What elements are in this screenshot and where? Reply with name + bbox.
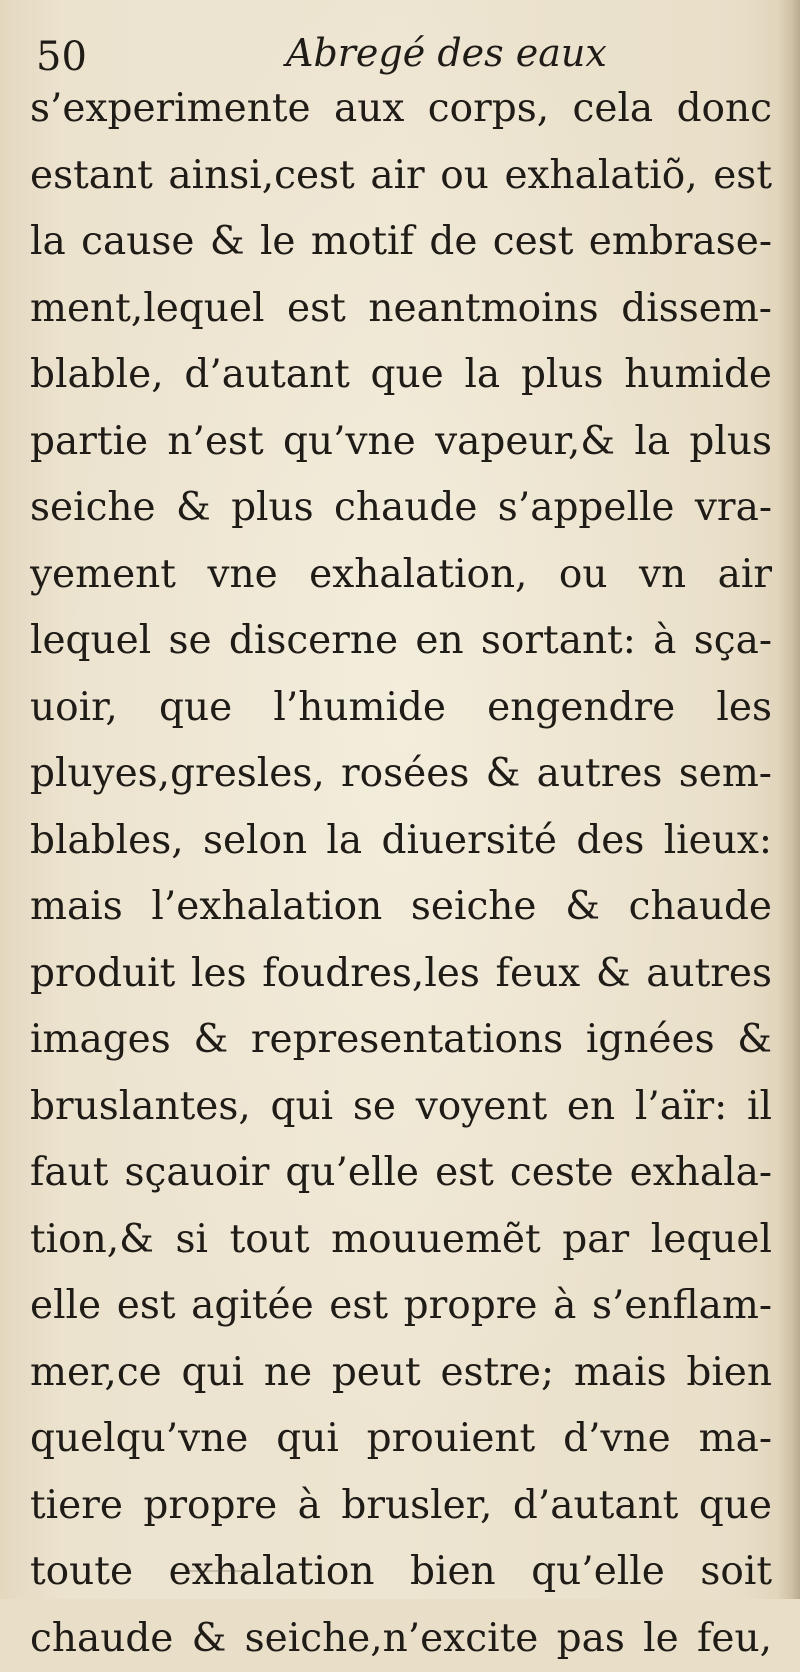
page-number: 50 bbox=[36, 32, 87, 82]
text-line: toute exhalation bien qu’elle soit bbox=[30, 1539, 772, 1606]
text-line: bruslantes, qui se voyent en l’aïr: il bbox=[30, 1074, 772, 1141]
text-line: blable, d’autant que la plus humide bbox=[30, 342, 772, 409]
text-line: la cause & le motif de cest embrase- bbox=[30, 209, 772, 276]
text-line: estant ainsi,cest air ou exhalatiõ, est bbox=[30, 143, 772, 210]
text-line: elle est agitée est propre à s’enflam- bbox=[30, 1273, 772, 1340]
page-edge bbox=[778, 0, 800, 1599]
text-line: uoir, que l’humide engendre les bbox=[30, 675, 772, 742]
text-line: images & representations ignées & bbox=[30, 1007, 772, 1074]
text-line: chaude & seiche,n’excite pas le feu, bbox=[30, 1606, 772, 1672]
text-line: lequel se discerne en sortant: à sça- bbox=[30, 608, 772, 675]
text-line: yement vne exhalation, ou vn air bbox=[30, 542, 772, 609]
page-smudge bbox=[190, 1570, 250, 1572]
text-line: quelqu’vne qui prouient d’vne ma- bbox=[30, 1406, 772, 1473]
text-line: tiere propre à brusler, d’autant que bbox=[30, 1473, 772, 1540]
text-line: pluyes,gresles, rosées & autres sem- bbox=[30, 741, 772, 808]
text-line: ment,lequel est neantmoins dissem- bbox=[30, 276, 772, 343]
text-line: mais l’exhalation seiche & chaude bbox=[30, 874, 772, 941]
text-line: mer,ce qui ne peut estre; mais bien bbox=[30, 1340, 772, 1407]
body-text bbox=[30, 76, 772, 1672]
text-line: faut sçauoir qu’elle est ceste exhala- bbox=[30, 1140, 772, 1207]
text-line: s’experimente aux corps, cela donc bbox=[30, 76, 772, 143]
text-line: seiche & plus chaude s’appelle vra- bbox=[30, 475, 772, 542]
text-line: blables, selon la diuersité des lieux: bbox=[30, 808, 772, 875]
text-line: produit les foudres,les feux & autres bbox=[30, 941, 772, 1008]
running-head: Abregé des eaux bbox=[286, 28, 607, 78]
text-line: tion,& si tout mouuemẽt par lequel bbox=[30, 1207, 772, 1274]
text-line: partie n’est qu’vne vapeur,& la plus bbox=[30, 409, 772, 476]
